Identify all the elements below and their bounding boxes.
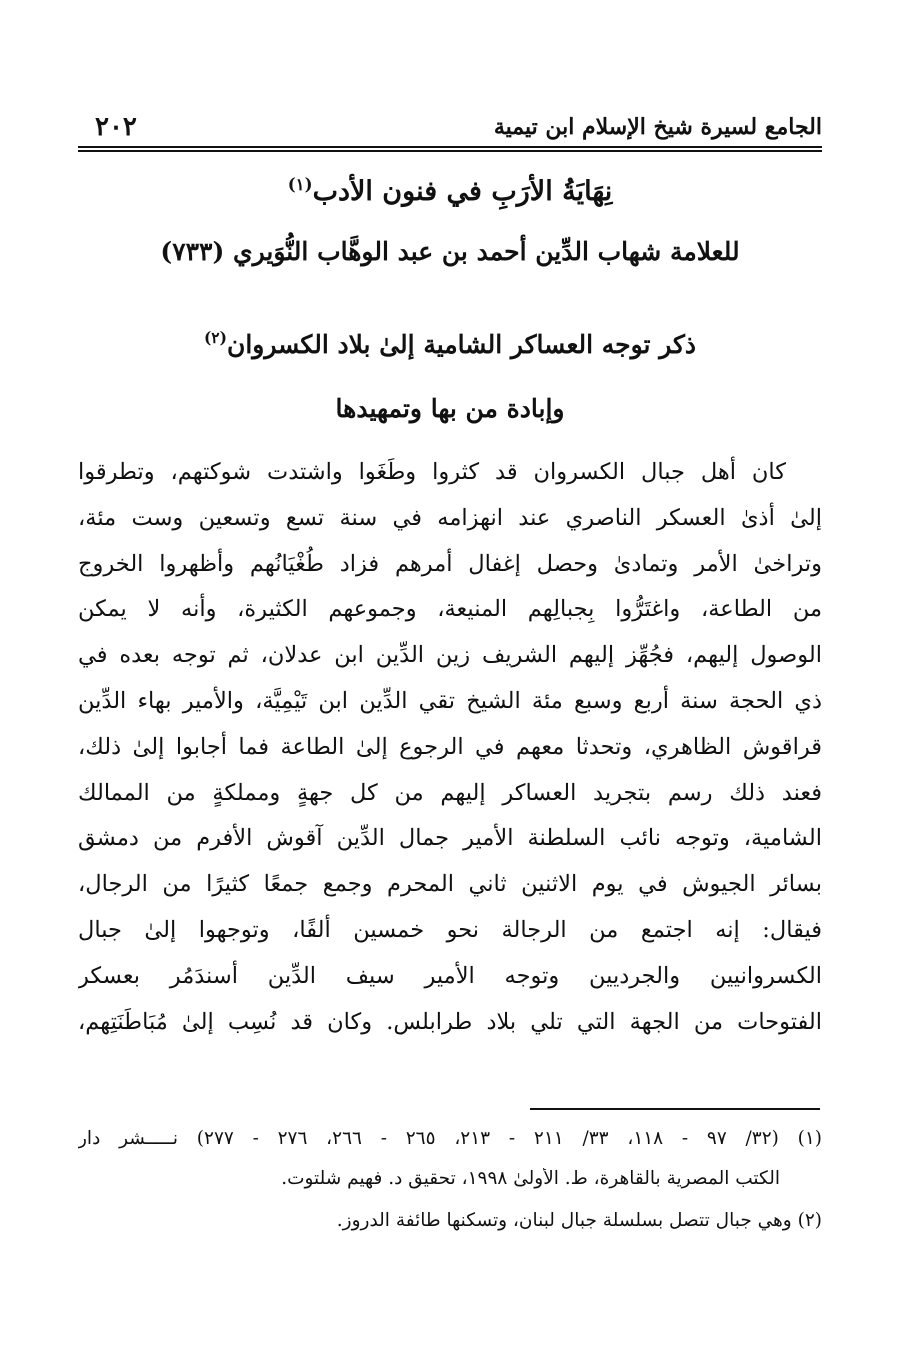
body-line: ذي الحجة سنة أربع وسبع مئة الشيخ تقي الدِّين ابن تَيْمِيَّة، والأمير بهاء الدِّين (78, 687, 822, 714)
header-rule-top (78, 146, 822, 148)
body-line: الشامية، وتوجه نائب السلطنة الأمير جمال الدِّين آقوش الأفرم من دمشق (78, 825, 822, 852)
body-line: إلىٰ أذىٰ العسكر الناصري عند انهزامه في سنة تسع وتسعين وست مئة، (78, 504, 822, 531)
book-title-text: نِهَايَةُ الأرَبِ في فنون الأدب (312, 176, 613, 207)
book-title-note-ref: (١) (287, 174, 313, 195)
body-line: قراقوش الظاهري، وتحدثا معهم في الرجوع إلىٰ الطاعة فما أجابوا إلىٰ ذلك، (78, 733, 822, 760)
body-line: من الطاعة، واغتَرُّوا بِجبالِهم المنيعة، وجموعهم الكثيرة، وأنه لا يمكن (78, 596, 822, 623)
body-line: بسائر الجيوش في يوم الاثنين ثاني المحرم وجمع جمعًا كثيرًا من الرجال، (78, 871, 822, 898)
header-rule-bottom (78, 150, 822, 152)
page-number: ٢٠٢ (95, 112, 137, 142)
footnote-1: (١) (٣٢/ ٩٧ - ١١٨، ٣٣/ ٢١١ - ٢١٣، ٢٦٥ - ٢٦٦، ٢٧٦ - ٢٧٧) نـــــشر دار (78, 1128, 822, 1149)
body-line: فعند ذلك رسم بتجريد العساكر إليهم من كل جهةٍ ومملكةٍ من الممالك (78, 779, 822, 806)
body-line: كان أهل جبال الكسروان قد كثروا وطَغَوا واشتدت شوكتهم، وتطرقوا (78, 459, 786, 485)
body-line: الوصول إليهم، فجُهِّز إليهم الشريف زين الدِّين ابن عدلان، ثم توجه بعده في (78, 642, 822, 669)
section-title-note-ref: (٢) (203, 328, 227, 348)
section-title (78, 330, 822, 359)
footnote-1-continued: الكتب المصرية بالقاهرة، ط. الأولىٰ ١٩٩٨، تحقيق د. فهيم شلتوت. (281, 1168, 780, 1189)
author-line: للعلامة شهاب الدِّين أحمد بن عبد الوهَّاب النُّوَيري (٧٣٣) (160, 237, 740, 266)
footnote-separator (530, 1108, 820, 1110)
running-header-title: الجامع لسيرة شيخ الإسلام ابن تيمية (493, 114, 822, 140)
book-title (78, 176, 822, 207)
section-title-text: ذكر توجه العساكر الشامية إلىٰ بلاد الكسروان (226, 330, 697, 359)
body-line: الكسروانيين والجرديين وتوجه الأمير سيف الدِّين أسندَمُر بعسكر (78, 962, 822, 989)
body-line: فيقال: إنه اجتمع من الرجالة نحو خمسين ألفًا، وتوجهوا إلىٰ جبال (78, 916, 822, 943)
body-paragraph (78, 450, 822, 1045)
body-line: الفتوحات من الجهة التي تلي بلاد طرابلس. وكان قد نُسِب إلىٰ مُبَاطَنَتِهم، (78, 1008, 822, 1035)
body-line: وتراخىٰ الأمر وتمادىٰ وحصل إغفال أمرهم فزاد طُغْيَانُهم وأظهروا الخروج (78, 550, 822, 577)
footnote-2: (٢) وهي جبال تتصل بسلسلة جبال لبنان، وتسكنها طائفة الدروز. (336, 1210, 822, 1231)
section-subtitle: وإبادة من بها وتمهيدها (335, 394, 565, 423)
